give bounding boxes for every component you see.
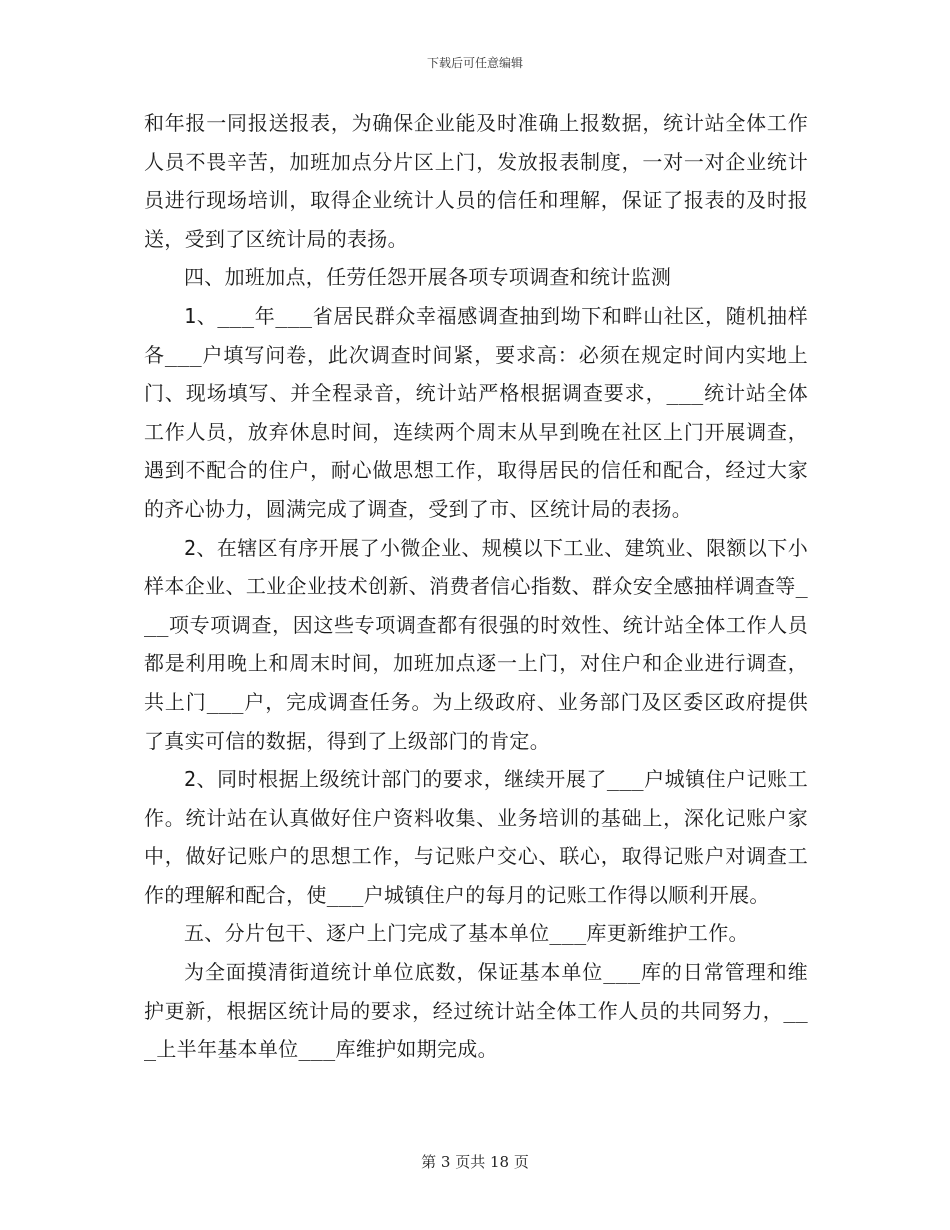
paragraph-item-2: 2、在辖区有序开展了小微企业、规模以下工业、建筑业、限额以下小样本企业、工业企业技术创新、消费者信心指数、群众安全感抽样调查等___项专项调查，因这些专项调查都有很强的时效性、统计站全体工作人员都是利用晚上和周末时间，加班加点逐一上门，对住户和企业进行调查，共上门___户，完成调查任务。为上级政府、业务部门及区委区政府提供了真实可信的数据，得到了上级部门的肯定。 xyxy=(144,535,808,753)
section-heading-five: 五、分片包干、逐户上门完成了基本单位___库更新维护工作。 xyxy=(184,921,749,946)
paragraph-item-2b: 2、同时根据上级统计部门的要求，继续开展了___户城镇住户记账工作。统计站在认真做好住户资料收集、业务培训的基础上，深化记账户家中，做好记账户的思想工作，与记账户交心、联心，取得记账户对调查工作的理解和配合，使___户城镇住户的每月的记账工作得以顺利开展。 xyxy=(144,767,808,907)
page-header: 下载后可任意编辑 xyxy=(426,56,523,70)
paragraph-continuation: 和年报一同报送报表，为确保企业能及时准确上报数据，统计站全体工作人员不畏辛苦，加班加点分片区上门，发放报表制度，一对一对企业统计员进行现场培训，取得企业统计人员的信任和理解，保证了报表的及时报送，受到了区统计局的表扬。 xyxy=(144,111,808,251)
paragraph-section-five: 为全面摸清街道统计单位底数，保证基本单位___库的日常管理和维护更新，根据区统计局的要求，经过统计站全体工作人员的共同努力，___上半年基本单位___库维护如期完成。 xyxy=(144,960,808,1062)
page-footer: 第 3 页共 18 页 xyxy=(421,1153,529,1171)
document-body xyxy=(144,104,808,1069)
paragraph-item-1: 1、___年___省居民群众幸福感调查抽到坳下和畔山社区，随机抽样各___户填写问卷，此次调查时间紧，要求高：必须在规定时间内实地上门、现场填写、并全程录音，统计站严格根据调查要求，___统计站全体工作人员，放弃休息时间，连续两个周末从早到晚在社区上门开展调查，遇到不配合的住户，耐心做思想工作，取得居民的信任和配合，经过大家的齐心协力，圆满完成了调查，受到了市、区统计局的表扬。 xyxy=(144,303,808,521)
section-heading-four: 四、加班加点，任劳任怨开展各项专项调查和统计监测 xyxy=(184,265,672,290)
